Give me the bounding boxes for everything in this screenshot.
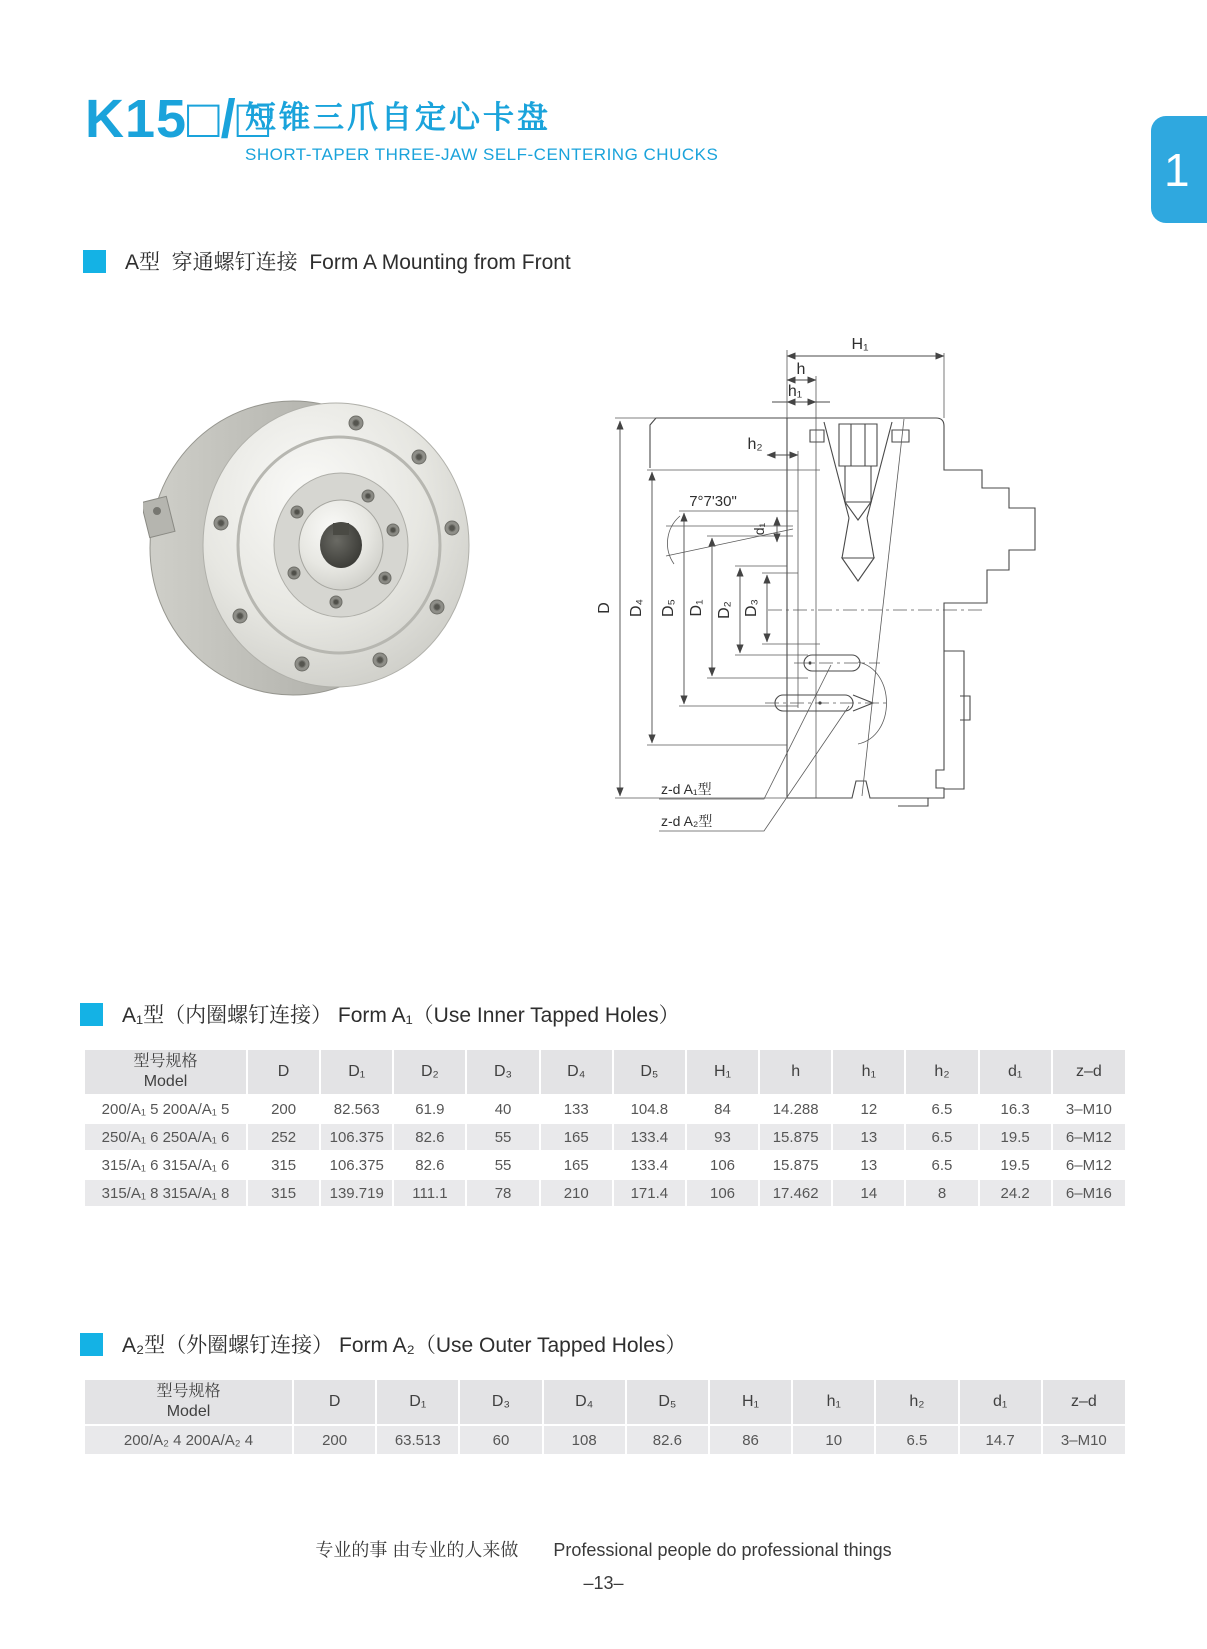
column-header-9: z–d — [1042, 1380, 1125, 1425]
value-cell: 15.875 — [759, 1151, 832, 1179]
value-cell: 10 — [792, 1425, 875, 1455]
column-header-7: h — [759, 1050, 832, 1095]
table-row — [85, 1179, 1125, 1207]
value-cell: 200 — [293, 1425, 376, 1455]
section-form-a2-label: A₂型（外圈螺钉连接） Form A₂（Use Outer Tapped Holes） — [122, 1334, 687, 1357]
dim-label-D: D — [596, 602, 613, 614]
value-cell: 82.6 — [626, 1425, 709, 1455]
footer-slogan — [0, 1536, 1207, 1562]
value-cell: 12 — [832, 1095, 905, 1123]
angle-label: 7°7'30" — [689, 493, 737, 510]
callout-a1-label: z-d A₁型 — [661, 781, 712, 797]
blue-square-icon — [80, 1333, 103, 1356]
value-cell: 82.6 — [393, 1151, 466, 1179]
value-cell: 17.462 — [759, 1179, 832, 1207]
value-cell: 111.1 — [393, 1179, 466, 1207]
value-cell: 171.4 — [613, 1179, 686, 1207]
spec-table-form-a2 — [85, 1380, 1125, 1456]
column-header-0: D — [293, 1380, 376, 1425]
taper-angle-annotation — [666, 493, 793, 564]
header-row — [85, 1050, 1125, 1095]
value-cell: 24.2 — [979, 1179, 1052, 1207]
value-cell: 14 — [832, 1179, 905, 1207]
dim-label-D5: D₅ — [660, 599, 677, 617]
value-cell: 55 — [466, 1151, 539, 1179]
value-cell: 6.5 — [905, 1151, 978, 1179]
section-form-a-label: A型 穿通螺钉连接 Form A Mounting from Front — [125, 251, 571, 274]
column-header-8: d₁ — [959, 1380, 1042, 1425]
dim-label-h: h — [796, 361, 806, 378]
value-cell: 106.375 — [320, 1123, 393, 1151]
dim-label-d1: d₁ — [751, 522, 767, 536]
dim-label-D3: D₃ — [743, 598, 760, 618]
value-cell: 315 — [247, 1151, 320, 1179]
column-header-8: h₁ — [832, 1050, 905, 1095]
product-model-code: K15□/□ — [85, 89, 271, 149]
value-cell: 6.5 — [905, 1095, 978, 1123]
value-cell: 6.5 — [875, 1425, 958, 1455]
section-form-a — [83, 246, 571, 276]
value-cell: 165 — [540, 1123, 613, 1151]
value-cell: 108 — [543, 1425, 626, 1455]
value-cell: 315 — [247, 1179, 320, 1207]
value-cell: 6.5 — [905, 1123, 978, 1151]
value-cell: 78 — [466, 1179, 539, 1207]
value-cell: 106.375 — [320, 1151, 393, 1179]
spec-table-form-a1 — [85, 1050, 1125, 1208]
column-header-0: D — [247, 1050, 320, 1095]
value-cell: 133.4 — [613, 1151, 686, 1179]
section-form-a1 — [80, 999, 680, 1029]
value-cell: 8 — [905, 1179, 978, 1207]
value-cell: 252 — [247, 1123, 320, 1151]
blue-square-icon — [83, 250, 106, 273]
chapter-tab — [1151, 116, 1207, 223]
header-row — [85, 1380, 1125, 1425]
chuck-product-photo — [143, 393, 478, 705]
value-cell: 6–M12 — [1052, 1123, 1125, 1151]
value-cell: 55 — [466, 1123, 539, 1151]
title-chinese: 短锥三爪自定心卡盘 — [245, 100, 551, 135]
page-number: –13– — [583, 1573, 624, 1593]
column-header-6: H₁ — [686, 1050, 759, 1095]
blue-square-icon — [80, 1003, 103, 1026]
value-cell: 14.7 — [959, 1425, 1042, 1455]
value-cell: 133.4 — [613, 1123, 686, 1151]
table-row — [85, 1425, 1125, 1455]
title-english: SHORT-TAPER THREE-JAW SELF-CENTERING CHUCKS — [245, 145, 719, 164]
value-cell: 40 — [466, 1095, 539, 1123]
technical-drawing — [558, 318, 1048, 866]
value-cell: 15.875 — [759, 1123, 832, 1151]
value-cell: 210 — [540, 1179, 613, 1207]
value-cell: 84 — [686, 1095, 759, 1123]
column-header-4: D₄ — [540, 1050, 613, 1095]
model-cell: 200/A₂ 4 200A/A₂ 4 — [85, 1425, 293, 1455]
value-cell: 200 — [247, 1095, 320, 1123]
value-cell: 139.719 — [320, 1179, 393, 1207]
table-row — [85, 1151, 1125, 1179]
column-header-3: D₃ — [466, 1050, 539, 1095]
dim-label-h1: h₁ — [787, 383, 803, 400]
value-cell: 86 — [709, 1425, 792, 1455]
column-header-5: D₅ — [613, 1050, 686, 1095]
table-row — [85, 1095, 1125, 1123]
column-header-2: D₃ — [459, 1380, 542, 1425]
value-cell: 82.6 — [393, 1123, 466, 1151]
value-cell: 19.5 — [979, 1123, 1052, 1151]
footer-slogan-en: Professional people do professional things — [553, 1540, 892, 1560]
chuck-cross-section — [650, 418, 1035, 806]
model-cell: 315/A₁ 8 315A/A₁ 8 — [85, 1179, 247, 1207]
dimension-lines — [620, 356, 944, 796]
value-cell: 82.563 — [320, 1095, 393, 1123]
value-cell: 13 — [832, 1123, 905, 1151]
chuck-body — [150, 401, 469, 695]
model-cell: 315/A₁ 6 315A/A₁ 6 — [85, 1151, 247, 1179]
column-header-11: z–d — [1052, 1050, 1125, 1095]
value-cell: 106 — [686, 1151, 759, 1179]
value-cell: 63.513 — [376, 1425, 459, 1455]
model-cell: 200/A₁ 5 200A/A₁ 5 — [85, 1095, 247, 1123]
section-form-a2 — [80, 1329, 686, 1359]
value-cell: 133 — [540, 1095, 613, 1123]
value-cell: 6–M16 — [1052, 1179, 1125, 1207]
value-cell: 13 — [832, 1151, 905, 1179]
dim-label-D1: D₁ — [688, 599, 705, 617]
column-header-10: d₁ — [979, 1050, 1052, 1095]
dim-label-h2: h₂ — [747, 436, 763, 453]
column-header-6: h₁ — [792, 1380, 875, 1425]
column-header-1: D₁ — [376, 1380, 459, 1425]
value-cell: 165 — [540, 1151, 613, 1179]
value-cell: 61.9 — [393, 1095, 466, 1123]
column-header-1: D₁ — [320, 1050, 393, 1095]
chapter-number: 1 — [1164, 143, 1190, 196]
column-header-5: H₁ — [709, 1380, 792, 1425]
value-cell: 104.8 — [613, 1095, 686, 1123]
extension-lines — [615, 350, 944, 798]
footer-slogan-cn: 专业的事 由专业的人来做 — [315, 1540, 519, 1560]
column-header-3: D₄ — [543, 1380, 626, 1425]
dim-label-D2: D₂ — [716, 601, 733, 619]
section-form-a1-label: A₁型（内圈螺钉连接） Form A₁（Use Inner Tapped Holes） — [122, 1004, 680, 1027]
value-cell: 19.5 — [979, 1151, 1052, 1179]
model-column-header: 型号规格 Model — [85, 1380, 293, 1425]
page-title — [245, 92, 718, 165]
column-header-2: D₂ — [393, 1050, 466, 1095]
model-column-header: 型号规格 Model — [85, 1050, 247, 1095]
dim-label-H1: H₁ — [851, 336, 869, 353]
column-header-7: h₂ — [875, 1380, 958, 1425]
value-cell: 106 — [686, 1179, 759, 1207]
value-cell: 16.3 — [979, 1095, 1052, 1123]
column-header-4: D₅ — [626, 1380, 709, 1425]
value-cell: 3–M10 — [1042, 1425, 1125, 1455]
model-cell: 250/A₁ 6 250A/A₁ 6 — [85, 1123, 247, 1151]
dim-label-D4: D₄ — [628, 598, 645, 618]
dimension-labels — [596, 336, 868, 619]
callout-a2-label: z-d A₂型 — [661, 813, 713, 829]
column-header-9: h₂ — [905, 1050, 978, 1095]
value-cell: 6–M12 — [1052, 1151, 1125, 1179]
table-row — [85, 1123, 1125, 1151]
value-cell: 60 — [459, 1425, 542, 1455]
screw-hole-callouts — [659, 665, 849, 831]
value-cell: 93 — [686, 1123, 759, 1151]
value-cell: 14.288 — [759, 1095, 832, 1123]
value-cell: 3–M10 — [1052, 1095, 1125, 1123]
